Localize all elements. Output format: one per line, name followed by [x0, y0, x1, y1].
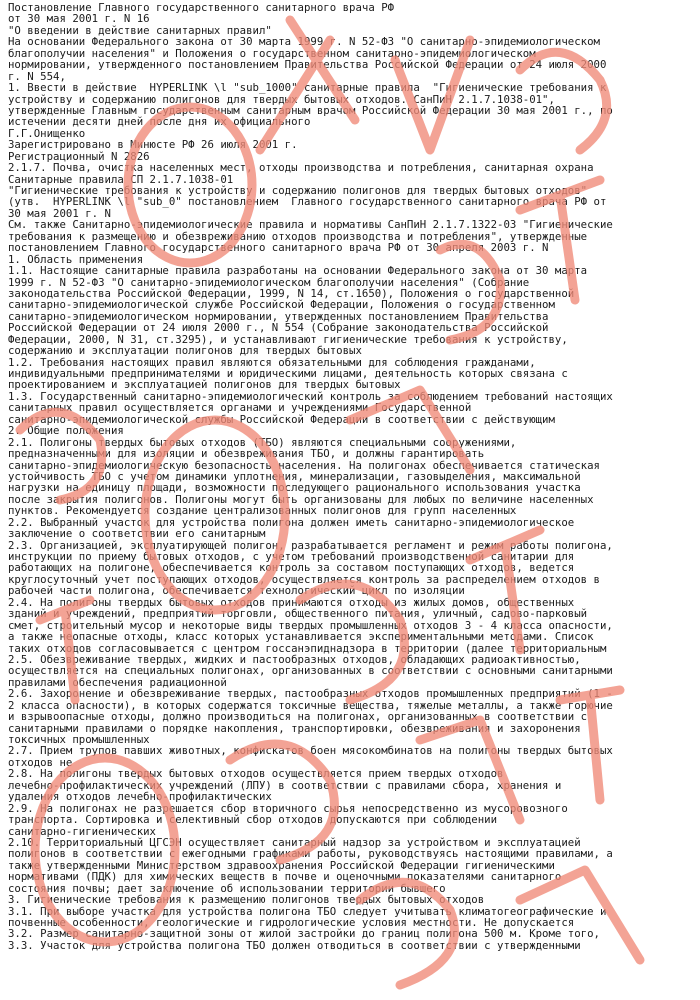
document-line: 2.6. Захоронение и обезвреживание твердых, пастообразных отходов промышленных предприятий (1 -	[8, 687, 613, 701]
document-line: санитарно-эпидемиологической службе Российской Федерации, Положения о государственном	[8, 298, 555, 312]
document-line: 2. Общие положения	[8, 424, 124, 438]
document-line: смет, строительный мусор и некоторые виды твердых промышленных отходов 3 - 4 класса опасности,	[8, 618, 613, 632]
document-line: почвенные особенности, геологические и гидрологические условия местности. Не допускается	[8, 916, 575, 929]
document-line: осуществляется на специальных полигонах, организованных в соответствии с основными санитарными	[8, 664, 613, 678]
document-line: 30 мая 2001 г. N	[8, 206, 111, 220]
document-line: токсичных промышленных	[8, 733, 150, 746]
document-line: 2.1.7. Почва, очистка населенных мест, отходы производства и потребления, санитарная охрана	[8, 161, 594, 175]
document-line: истечении десяти дней после дня их официального	[8, 115, 311, 129]
document-line: состояния почвы; дает заключение об использовании территории бывшего	[8, 881, 446, 895]
document-line: 3. Гигиенические требования к размещению полигонов твердых бытовых отходов	[8, 893, 485, 907]
document-line: транспорта. Сортировка и селективный сбор отходов допускаются при соблюдении	[8, 813, 498, 827]
document-line: 1.2. Требования настоящих правил являются обязательными для соблюдения гражданами,	[8, 355, 536, 369]
document-line: Регистрационный N 2826	[8, 149, 150, 163]
document-line: "О введении в действие санитарных правил"	[8, 23, 272, 37]
document-line: Зарегистрировано в Минюсте РФ 26 июля 2001 г.	[8, 138, 298, 152]
document-line: 2.9. На полигонах не разрешается сбор вторичного сырья непосредственно из мусоровозного	[8, 801, 568, 815]
document-line: Постановление Главного государственного санитарного врача РФ	[8, 1, 395, 14]
document-line: постановлением Главного государственного санитарного врача РФ от 30 апреля 2003 г. N	[8, 241, 549, 255]
document-line: г. N 554,	[8, 69, 66, 83]
document-line: содержанию и эксплуатации полигонов для твердых бытовых	[8, 344, 362, 358]
document-line: "Гигиенические требования к устройству и содержанию полигонов для твердых бытовых отходов"	[8, 184, 588, 197]
document-line: санитарно-эпидемиологическую безопасность населения. На полигонах обеспечивается статическая	[8, 458, 600, 472]
document-line: зданий и учреждений, предприятий торговли, общественного питания, уличный, садово-парковый	[8, 607, 588, 621]
document-line: правилами обеспечения радиационной	[8, 675, 227, 689]
document-line: санитарно-гигиенических	[8, 824, 156, 838]
document-line: а также неопасные отходы, класс которых устанавливается экспериментальными методами. Список	[8, 630, 594, 644]
document-line: удаления отходов лечебно-профилактических	[8, 790, 272, 804]
document-line: благополучии населения" и Положения о государственном санитарно-эпидемиологическом	[8, 46, 536, 60]
document-line: законодательства Российской Федерации, 1999, N 14, ст.1650), Положения о государственной	[8, 286, 575, 300]
document-line: 1. Область применения	[8, 252, 144, 266]
document-line: (утв. HYPERLINK \l "sub_0" постановлением Главного государственного санитарного врача РФ от	[8, 195, 607, 209]
document-line: 1.1. Настоящие санитарные правила разработаны на основании Федерального закона от 30 марта	[8, 264, 588, 278]
document-line: проектированием и эксплуатацией полигонов для твердых бытовых	[8, 378, 401, 392]
document-line: нормативами (ПДК) для химических веществ в почве и оценочными показателями санитарного	[8, 870, 562, 884]
document-line: пунктов. Рекомендуется создание централизованных полигонов для групп населенных	[8, 504, 517, 518]
document-line: устойчивость ТБО с учетом динамики уплотнения, минерализации, газовыделения, максимальной	[8, 469, 581, 483]
document-line: рабочей части полигона, обеспечивается технологический цикл по изоляции	[8, 584, 465, 598]
document-line: заключение о соответствии его санитарным	[8, 527, 266, 541]
document-line: 2.7. Прием трупов павших животных, конфискатов боен мясокомбинатов на полигоны твердых бытовых	[8, 744, 613, 758]
document-line: после закрытия полигонов. Полигоны могут быть организованы для любых по величине населенных	[8, 492, 594, 506]
document-line: также утвержденными Министерством здравоохранения Российской Федерации гигиеническими	[8, 858, 555, 872]
document-line: санитарно-эпидемиологическом нормировании, утвержденных постановлением Правительства	[8, 309, 549, 323]
document-line: требования к размещению и обезвреживанию отходов производства и потребления", утвержденные	[8, 229, 588, 243]
document-line: 1999 г. N 52-ФЗ "О санитарно-эпидемиологическом благополучии населения" (Собрание	[8, 275, 530, 289]
document-body	[8, 2, 698, 951]
document-line: нагрузки на единицу площади, возможности последующего рационального использования участка	[8, 481, 581, 495]
document-line: устройству и содержанию полигонов для твердых бытовых отходов. СанПиН 2.1.7.1038-01",	[8, 92, 555, 106]
document-line: нормировании, утвержденного постановлением Правительства Российской Федерации от 24 июля 2000	[8, 58, 607, 72]
document-line: 2.8. На полигоны твердых бытовых отходов осуществляется прием твердых отходов	[8, 767, 504, 781]
document-line: 2.4. На полигоны твердых бытовых отходов принимаются отходы из жилых домов, общественных	[8, 595, 575, 609]
document-line: инструкции по приему бытовых отходов, с учетом требований производственной санитарии для	[8, 550, 575, 563]
document-line: См. также Санитарно-эпидемиологические правила и нормативы СанПиН 2.1.7.1322-03 "Гигиенические	[8, 218, 613, 232]
document-line: санитарными правилами о порядке накопления, транспортировки, обезвреживания и захоронения	[8, 721, 581, 735]
document-line: Г.Г.Онищенко	[8, 126, 86, 140]
document-line: Санитарные правила СП 2.1.7.1038-01	[8, 172, 234, 186]
document-line: 2 класса опасности), в которых содержатся токсичные вещества, тяжелые металлы, а также горючие	[8, 698, 613, 712]
document-line: 2.2. Выбранный участок для устройства полигона должен иметь санитарно-эпидемиологическое	[8, 515, 575, 529]
document-line: работающих на полигоне, обеспечивается контроль за составом поступающих отходов, ведется	[8, 561, 575, 575]
document-line: санитарных правил осуществляется органами и учреждениями Государственной	[8, 401, 472, 415]
document-line: 2.3. Организацией, эксплуатирующей полигон, разрабатывается регламент и режим работы полигона,	[8, 538, 613, 552]
document-line: 2.1. Полигоны твердых бытовых отходов (ТБО) являются специальными сооружениями,	[8, 435, 517, 449]
document-line: 1.3. Государственный санитарно-эпидемиологический контроль за соблюдением требований настоящих	[8, 389, 613, 403]
document-line: 3.1. При выборе участка для устройства полигона ТБО следует учитывать климатогеографические и	[8, 904, 607, 918]
document-line: от 30 мая 2001 г. N 16	[8, 12, 150, 26]
document-line: 2.5. Обезвреживание твердых, жидких и пастообразных отходов, обладающих радиоактивностью,	[8, 652, 581, 666]
document-line: индивидуальными предпринимателями и юридическими лицами, деятельность которых связана с	[8, 367, 568, 380]
document-line: 2.10. Территориальный ЦГСЭН осуществляет санитарный надзор за устройством и эксплуатацией	[8, 835, 581, 849]
document-line: и взрывоопасные отходы, должно производиться на полигонах, организованных в соответствии с	[8, 710, 588, 724]
document-line: На основании Федерального закона от 30 марта 1999 г. N 52-ФЗ "О санитарно-эпидемиологическом	[8, 35, 600, 49]
document-line: утвержденные Главным государственным санитарным врачом Российской Федерации 30 мая 2001 г., по	[8, 103, 613, 117]
document-line: 1. Ввести в действие HYPERLINK \l "sub_1000" санитарные правила "Гигиенические требования к	[8, 81, 607, 95]
document-line: Федерации, 2000, N 31, ст.3295), и устанавливают гигиенические требования к устройству,	[8, 332, 568, 346]
document-line: предназначенными для изоляции и обезвреживания ТБО, и должны гарантировать	[8, 447, 485, 461]
document-line: 3.3. Участок для устройства полигона ТБО должен отводиться в соответствии с утвержденными	[8, 938, 581, 952]
document-line: отходов не	[8, 755, 73, 769]
document-line: санитарно-эпидемиологической службы Российской Федерации в соответствии с действующим	[8, 412, 555, 426]
document-line: Российской Федерации от 24 июля 2000 г., N 554 (Собрание законодательства Российской	[8, 321, 549, 335]
document-line: круглосуточный учет поступающих отходов, осуществляется контроль за распределением отходов в	[8, 572, 600, 586]
document-line: 3.2. Размер санитарно-защитной зоны от жилой застройки до границ полигона 500 м. Кроме того,	[8, 927, 600, 941]
document-line: полигонов в соответствии с ежегодными графиками работы, руководствуясь настоящими правилами, а	[8, 847, 613, 861]
document-line: лечебно-профилактических учреждений (ЛПУ) в соответствии с правилами сбора, хранения и	[8, 778, 562, 792]
document-line: таких отходов согласовывается с центром госсанэпиднадзора в территории (далее территориальным	[8, 641, 607, 655]
